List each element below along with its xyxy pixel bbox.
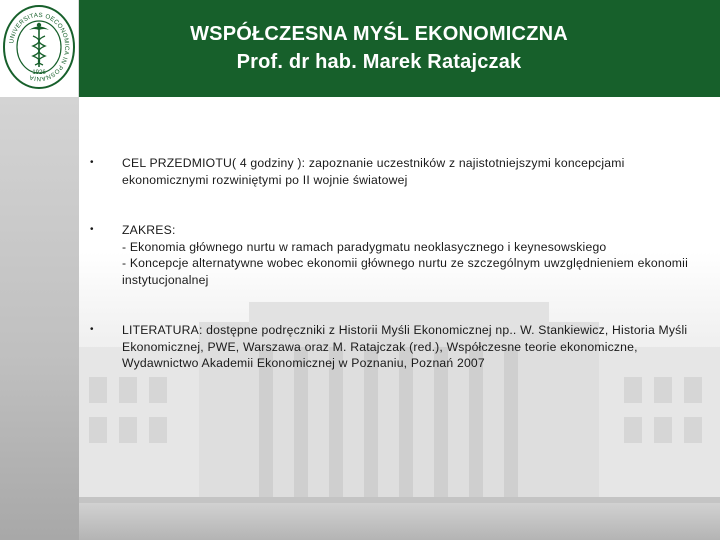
item-line: - Koncepcje alternatywne wobec ekonomii głównego nurtu ze szczególnym uwzględnieniem ekonomii instytucjonalnej — [122, 256, 688, 287]
bullet: • — [90, 224, 94, 235]
item-line: - Ekonomia głównego nurtu w ramach paradygmatu neoklasycznego i keynesowskiego — [122, 239, 607, 254]
bullet: • — [90, 157, 94, 168]
slide-title — [79, 20, 679, 76]
logo-box — [0, 0, 79, 97]
list-item-zakres — [90, 222, 690, 288]
svg-text:UNIVERSITAS OECONOMICA IN POSN: UNIVERSITAS OECONOMICA IN POSNANIA — [8, 11, 71, 83]
university-seal-icon — [2, 3, 76, 91]
header-bar — [0, 0, 720, 97]
svg-text:1926: 1926 — [32, 70, 46, 76]
left-sidebar-strip — [0, 97, 79, 540]
content-area — [90, 155, 690, 406]
list-item-literatura — [90, 322, 690, 372]
item-heading: CEL PRZEDMIOTU( 4 godziny ): — [122, 156, 306, 170]
title-line-2: Prof. dr hab. Marek Ratajczak — [236, 51, 522, 73]
title-line-1: WSPÓŁCZESNA MYŚL EKONOMICZNA — [190, 23, 568, 45]
item-text: : dostępne podręczniki z Historii Myśli Ekonomicznej np.. W. Stankiewicz, Historia Myśli Ekonomicznej, PWE, Warszawa oraz M. Ratajczak (red.), Współczesne teorie ekonomiczne, Wydawnictwo Akademii Ekonomicznej w Poznaniu, Poznań 2007 — [122, 323, 688, 370]
list-item-cel — [90, 155, 690, 188]
item-heading: LITERATURA — [122, 323, 199, 337]
item-heading: ZAKRES: — [122, 223, 176, 237]
bullet: • — [90, 324, 94, 335]
item-text: zapoznanie uczestników z najistotniejszymi koncepcjami ekonomicznymi rozwiniętymi po II wojnie światowej — [122, 156, 625, 187]
